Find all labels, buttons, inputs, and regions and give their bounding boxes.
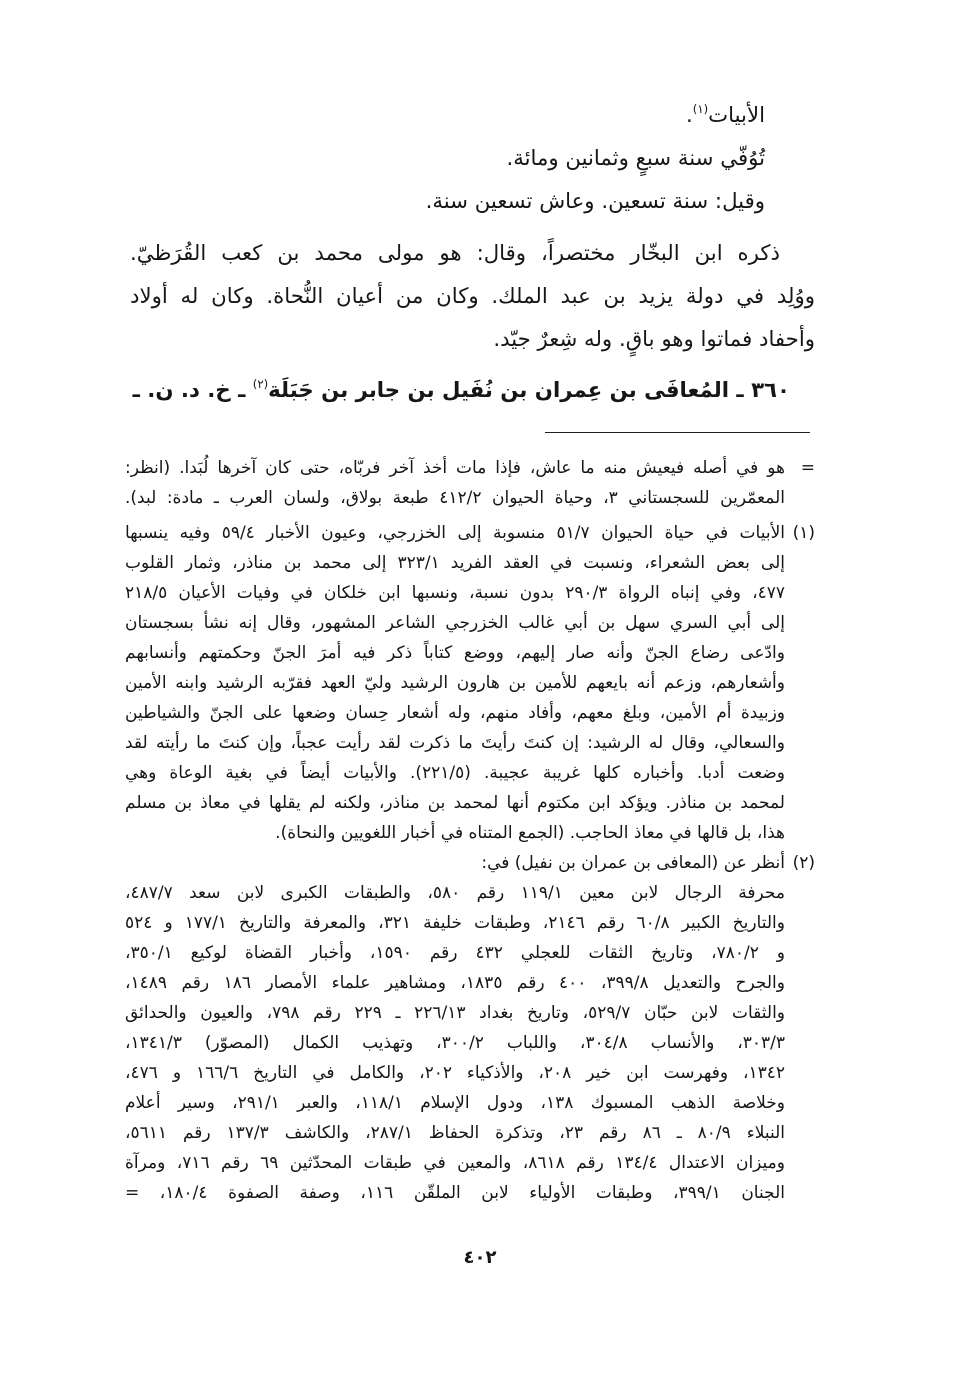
footnote-line: النبلاء ٨٠/٩ ـ ٨٦ رقم ٢٣، وتذكرة الحفاظ ٢٨٧/١، والكاشف ١٣٧/٣ رقم ٥٦١١، <box>125 1123 785 1143</box>
footnote-line: والجرح والتعديل ٣٩٩/٨، ٤٠٠ رقم ١٨٣٥، ومشاهير علماء الأمصار ١٨٦ رقم ١٤٨٩، <box>125 973 785 993</box>
footnote-line: وضعت أدبا. وأخباره كلها غريبة عجيبة. (٢٢١/٥). والأبيات أيضاً في بغية الوعاة وهي <box>125 763 785 783</box>
footnote-line: والتاريخ الكبير ٦٠/٨ رقم ٢١٤٦، وطبقات خليفة ٣٢١، والمعرفة والتاريخ ١٧٧/١ و ٥٢٤ <box>125 913 785 933</box>
footnote-line: وزبيدة أم الأمين، وبلغ معهم، وأفاد منهم، وله أشعار حِسان وضعها على الجنّ والشياطين <box>125 703 785 723</box>
footnote-marker: = <box>800 458 815 478</box>
main-line: وأحفاد فماتوا وهو باقٍ. وله شِعرٌ جيّد. <box>493 327 815 352</box>
main-line: ذكره ابن البخّار مختصراً، وقال: هو مولى محمد بن كعب القُرَظيّ. <box>130 241 780 266</box>
main-line <box>130 94 815 137</box>
footnote-marker: (٢) <box>792 853 815 873</box>
footnote-line: ٣٠٣/٣، والأنساب ٣٠٤/٨، واللباب ٣٠٠/٢، وتهذيب الكمال (المصوّر) ١٣٤١/٣، <box>125 1033 785 1053</box>
footnote-body <box>125 848 785 1208</box>
footnote-line: والسعالي، وقال له الرشيد: إن كنتَ رأيتَ ما ذكرت لقد رأيت عجباً، وإن كنتَ ما رأيته لقد <box>125 733 785 753</box>
main-line-text: الأبيات <box>708 103 765 128</box>
main-line: وقيل: سنة تسعين. وعاش تسعين سنة. <box>425 189 765 214</box>
entry-name: ـ المُعافَى بن عِمران بن نُفَيل بن جابر بن جَبَلَة <box>268 378 744 403</box>
footnote-ref: (١) <box>692 102 709 117</box>
footnote-line: الجنان ٣٩٩/١، وطبقات الأولياء لابن الملقّن ١١٦، وصفة الصفوة ١٨٠/٤، = <box>125 1183 785 1203</box>
footnote-line: ٤٧٧، وفي إنباه الرواة ٢٩٠/٣ بدون نسبة، ونسبها ابن خلكان في وفيات الأعيان ٢١٨/٥ <box>125 583 786 603</box>
footnote-1 <box>125 518 815 848</box>
footnote-body <box>125 518 785 848</box>
footnotes <box>125 453 815 1208</box>
footnote-continuation <box>125 453 815 513</box>
footnote-line: و ٧٨٠/٢، وتاريخ الثقات للعجلي ٤٣٢ رقم ١٥٩٠، وأخبار القضاة لوكيع ٣٥٠/١، <box>125 943 785 963</box>
entry-number: ٣٦٠ <box>751 378 790 403</box>
footnote-line: وميزان الاعتدال ١٣٤/٤ رقم ٨٦١٨، والمعين في طبقات المحدّثين ٦٩ رقم ٧١٦، ومرآة <box>125 1153 785 1173</box>
main-line-tail: . <box>685 103 693 128</box>
footnote-2 <box>125 848 815 1208</box>
footnote-line: وخلاصة الذهب المسبوك ١٣٨، ودول الإسلام ١١٨/١، والعبر ٢٩١/١، وسير أعلام <box>125 1093 785 1113</box>
footnote-line: محرفة الرجال لابن معين ١١٩/١ رقم ٥٨٠، والطبقات الكبرى لابن سعد ٤٨٧/٧، <box>125 883 786 903</box>
main-text <box>130 94 815 412</box>
footnote-line: إلى أبي السري سهل بن أبي غالب الخزرجي الشاعر المشهور، وقال إنه نشأ بسجستان <box>125 613 785 633</box>
footnote-line: المعمّرين للسجستاني ٣، وحياة الحيوان ٤١٢/٢ طبعة بولاق، ولسان العرب ـ مادة: لبد). <box>125 488 785 508</box>
entry-heading <box>130 369 815 412</box>
footnote-body <box>125 453 785 513</box>
footnote-line: والثقات لابن حبّان ٥٢٩/٧، وتاريخ بغداد ٢٢٦/١٣ ـ ٢٢٩ رقم ٧٩٨، والعيون والحدائق <box>125 1003 785 1023</box>
entry-sigla: ـ خ. د. ن. ـ <box>132 378 246 403</box>
footnote-line: إلى بعض الشعراء، ونسبت في العقد الفريد ٣٢٣/١ إلى محمد بن مناذر، وثمار القلوب <box>125 553 785 573</box>
footnote-separator <box>545 432 810 433</box>
footnote-line: وادّعى رضاع الجنّ وأنه صار إليهم، ووضع كتاباً ذكر فيه أمرَ الجنّ وحكمتهم وأنسابهم <box>125 643 785 663</box>
footnote-line: لمحمد بن مناذر. ويؤكد ابن مكتوم أنها لمحمد بن مناذر، ولكنه لم يقلها في معاذ بن مسلم <box>125 793 785 813</box>
page-number: ٤٠٢ <box>463 1247 497 1268</box>
footnote-line: الأبيات في حياة الحيوان ٥١/٧ منسوبة إلى الخزرجي، وعيون الأخبار ٥٩/٤ وفيه ينسبها <box>125 523 785 543</box>
footnote-line: أنظر عن (المعافى بن عمران بن نفيل) في: <box>481 853 785 873</box>
footnote-marker: (١) <box>792 523 815 543</box>
main-line: تُوُفّي سنة سبعٍ وثمانين ومائة. <box>506 146 765 171</box>
footnote-line: ١٣٤٢، وفهرست ابن خير ٢٠٨، والأذكياء ٢٠٢، والكامل في التاريخ ١٦٦/٦ و ٤٧٦، <box>125 1063 785 1083</box>
main-line: ووُلِد في دولة يزيد بن عبد الملك. وكان من أعيان النُّحاة. وكان له أولاد <box>130 284 815 309</box>
footnote-line: هذا، بل قالها في معاذ الحاجب. (الجمع المتناه في أخبار اللغويين والنحاة). <box>275 823 785 843</box>
footnote-ref: (٢) <box>252 377 269 392</box>
footnote-line: هو في أصله فيعيش منه ما عاش، فإذا مات أخذ آخر فربّاه، حتى كان آخرها لُبَدا. (انظر: <box>125 458 785 478</box>
footnote-line: وأشعارهم، وزعم أنه بايعهم للأمين بن هارون الرشيد وليّ العهد فقرّبه الرشيد وابنه الأمين <box>125 673 785 693</box>
